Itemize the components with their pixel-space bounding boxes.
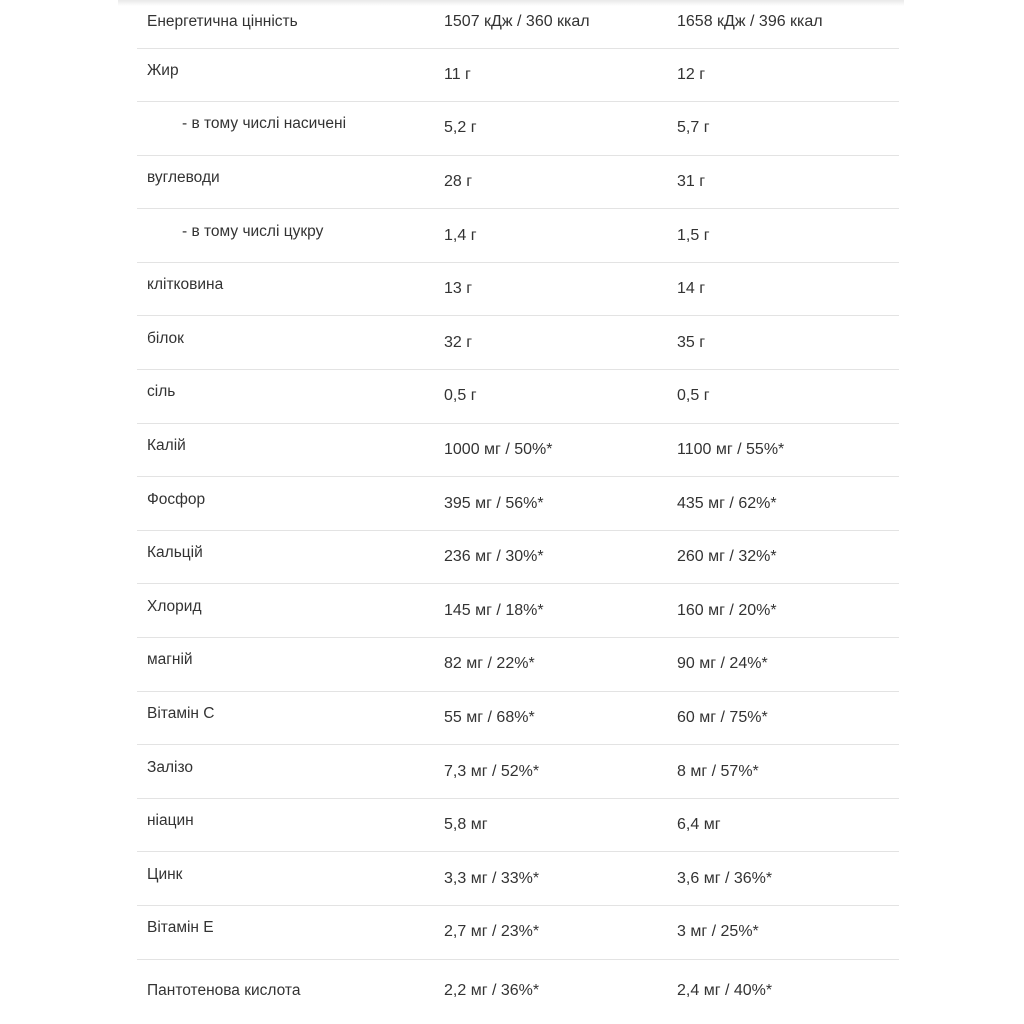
nutrient-name: Енергетична цінність	[147, 13, 298, 30]
value-per-100g: 395 мг / 56%*	[434, 477, 667, 531]
table-row	[137, 262, 899, 316]
nutrient-name-cell	[137, 906, 434, 960]
table-row	[137, 852, 899, 906]
nutrient-name-cell	[137, 691, 434, 745]
nutrient-name-cell	[137, 155, 434, 209]
value-per-100g: 82 мг / 22%*	[434, 638, 667, 692]
nutrient-name: - в тому числі цукру	[182, 222, 324, 240]
value-per-portion: 160 мг / 20%*	[667, 584, 899, 638]
value-per-portion: 3,6 мг / 36%*	[667, 852, 899, 906]
nutrient-name: Залізо	[147, 758, 194, 776]
table-row	[137, 691, 899, 745]
nutrient-name: білок	[147, 329, 184, 347]
nutrient-name-cell	[137, 0, 434, 48]
nutrient-name: ніацин	[147, 812, 194, 830]
nutrient-name-cell	[137, 316, 434, 370]
value-per-portion: 12 г	[667, 48, 899, 102]
value-per-100g: 2,2 мг / 36%*	[444, 981, 540, 999]
nutrient-name-cell	[137, 745, 434, 799]
value-per-portion: 0,5 г	[667, 370, 899, 424]
nutrient-name-cell	[137, 638, 434, 692]
table-row	[137, 316, 899, 370]
nutrient-name: Цинк	[147, 865, 183, 883]
nutrient-name: клітковина	[147, 276, 224, 294]
table-row	[137, 745, 899, 799]
nutrient-name: магній	[147, 651, 193, 669]
value-per-100g: 0,5 г	[434, 370, 667, 424]
value-per-portion: 1100 мг / 55%*	[667, 423, 899, 477]
nutrient-name: Калій	[147, 436, 186, 454]
table-row	[137, 798, 899, 852]
value-per-100g: 11 г	[434, 48, 667, 102]
nutrient-name: Кальцій	[147, 544, 203, 562]
value-per-portion: 2,4 мг / 40%*	[677, 981, 773, 999]
value-per-100g: 28 г	[434, 155, 667, 209]
value-per-portion: 8 мг / 57%*	[667, 745, 899, 799]
value-per-100g: 1507 кДж / 360 ккал	[434, 0, 667, 48]
nutrient-name-cell	[137, 48, 434, 102]
value-per-100g: 2,7 мг / 23%*	[434, 906, 667, 960]
nutrient-name: Пантотенова кислота	[147, 981, 301, 999]
nutrient-name-cell	[137, 262, 434, 316]
nutrition-table-body	[137, 0, 899, 1013]
table-row	[137, 638, 899, 692]
table-row	[137, 370, 899, 424]
nutrient-name: - в тому числі насичені	[182, 115, 347, 133]
nutrient-name: Вітамін Е	[147, 919, 214, 937]
value-per-100g: 5,2 г	[434, 102, 667, 156]
table-row	[137, 0, 899, 48]
table-row	[137, 155, 899, 209]
value-per-100g: 236 мг / 30%*	[434, 530, 667, 584]
table-row	[137, 102, 899, 156]
value-per-100g: 1000 мг / 50%*	[434, 423, 667, 477]
table-row	[137, 423, 899, 477]
value-per-portion: 435 мг / 62%*	[667, 477, 899, 531]
nutrient-name-cell	[137, 423, 434, 477]
value-per-100g: 7,3 мг / 52%*	[434, 745, 667, 799]
value-per-portion: 60 мг / 75%*	[667, 691, 899, 745]
value-per-100g: 3,3 мг / 33%*	[434, 852, 667, 906]
value-per-portion: 3 мг / 25%*	[667, 906, 899, 960]
table-row	[137, 209, 899, 263]
nutrient-name-cell	[137, 584, 434, 638]
value-per-portion: 1,5 г	[667, 209, 899, 263]
nutrient-name: вуглеводи	[147, 168, 220, 186]
value-per-100g: 32 г	[434, 316, 667, 370]
value-per-100g: 5,8 мг	[434, 798, 667, 852]
nutrient-name-cell	[137, 370, 434, 424]
table-row	[137, 477, 899, 531]
table-row	[137, 530, 899, 584]
nutrient-name: Хлорид	[147, 597, 202, 615]
value-per-100g: 1,4 г	[434, 209, 667, 263]
nutrient-name: Жир	[147, 61, 179, 79]
nutrient-name-cell	[137, 102, 434, 156]
nutrient-name-cell	[137, 477, 434, 531]
table-row	[137, 959, 899, 1013]
value-per-100g: 55 мг / 68%*	[434, 691, 667, 745]
value-per-portion: 31 г	[667, 155, 899, 209]
nutrition-table	[137, 0, 899, 1013]
value-per-portion: 90 мг / 24%*	[667, 638, 899, 692]
value-per-portion: 35 г	[667, 316, 899, 370]
nutrient-name: Вітамін С	[147, 704, 215, 722]
value-per-100g: 13 г	[434, 262, 667, 316]
nutrient-name: сіль	[147, 383, 176, 401]
table-row	[137, 906, 899, 960]
nutrient-name-cell	[137, 530, 434, 584]
value-per-portion: 6,4 мг	[667, 798, 899, 852]
value-per-portion: 14 г	[667, 262, 899, 316]
table-row	[137, 48, 899, 102]
nutrient-name: Фосфор	[147, 490, 206, 508]
value-per-portion: 5,7 г	[667, 102, 899, 156]
value-per-100g: 145 мг / 18%*	[434, 584, 667, 638]
value-per-portion: 260 мг / 32%*	[667, 530, 899, 584]
nutrient-name-cell	[137, 852, 434, 906]
nutrient-name-cell	[137, 798, 434, 852]
nutrient-name-cell	[137, 959, 434, 1013]
value-per-portion: 1658 кДж / 396 ккал	[667, 0, 899, 48]
table-row	[137, 584, 899, 638]
nutrient-name-cell	[137, 209, 434, 263]
